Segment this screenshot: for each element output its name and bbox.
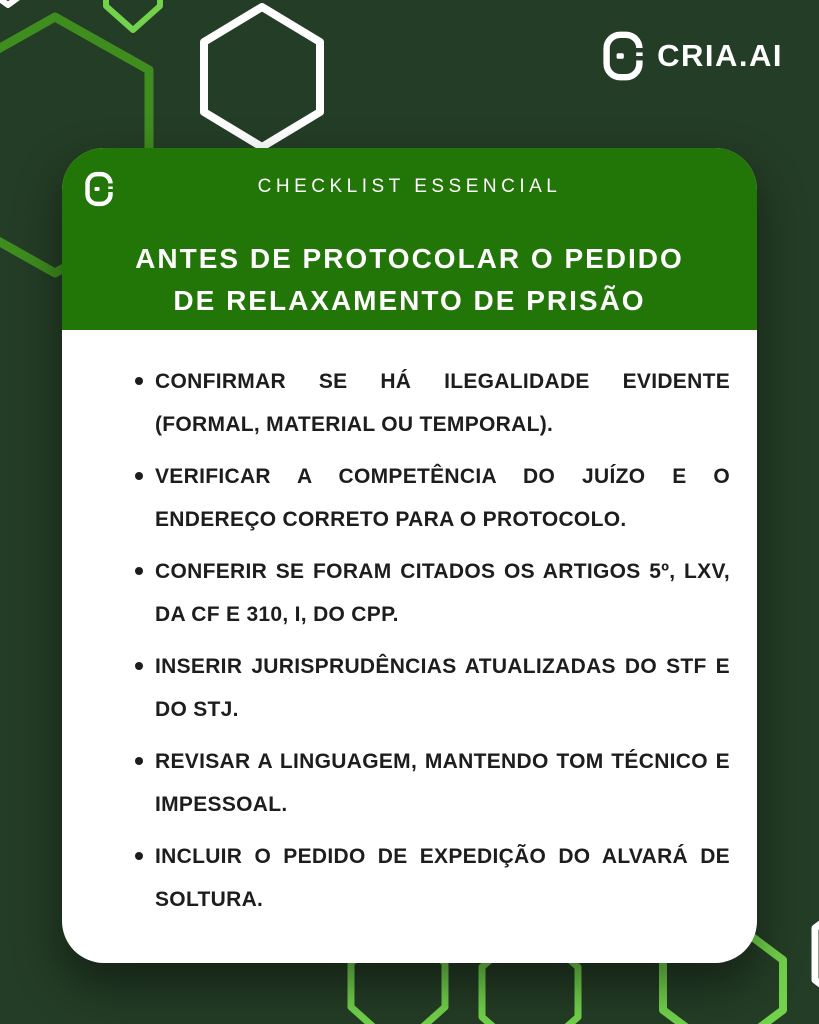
list-item-text: CONFIRMAR SE HÁ ILEGALIDADE EVIDENTE (FORMAL, MATERIAL OU TEMPORAL). [155,370,730,436]
bullet-icon [135,757,143,765]
brand-logo [603,30,783,82]
brand-name: CRIA.AI [657,38,783,73]
card-title [62,238,757,322]
list-item [135,645,730,731]
list-item-text: INSERIR JURISPRUDÊNCIAS ATUALIZADAS DO STF E DO STJ. [155,655,730,721]
bullet-icon [135,852,143,860]
cria-logo-icon [603,30,643,82]
list-item-text: VERIFICAR A COMPETÊNCIA DO JUÍZO E O ENDEREÇO CORRETO PARA O PROTOCOLO. [155,465,730,531]
bullet-icon [135,472,143,480]
cria-logo-icon-small [85,168,113,210]
list-item [135,455,730,541]
bullet-icon [135,662,143,670]
card-title-line-2: DE RELAXAMENTO DE PRISÃO [173,285,646,316]
card-title-line-1: ANTES DE PROTOCOLAR O PEDIDO [135,243,684,274]
checklist [135,360,730,921]
list-item [135,360,730,446]
list-item-text: REVISAR A LINGUAGEM, MANTENDO TOM TÉCNICO E IMPESSOAL. [155,750,730,816]
card-header [62,148,757,330]
card-eyebrow: CHECKLIST ESSENCIAL [257,176,562,197]
list-item-text: CONFERIR SE FORAM CITADOS OS ARTIGOS 5º, LXV, DA CF E 310, I, DO CPP. [155,560,730,626]
list-item [135,740,730,826]
list-item [135,835,730,921]
list-item-text: INCLUIR O PEDIDO DE EXPEDIÇÃO DO ALVARÁ DE SOLTURA. [155,845,730,911]
checklist-card [62,148,757,963]
bullet-icon [135,377,143,385]
bullet-icon [135,567,143,575]
list-item [135,550,730,636]
card-body [62,330,757,921]
